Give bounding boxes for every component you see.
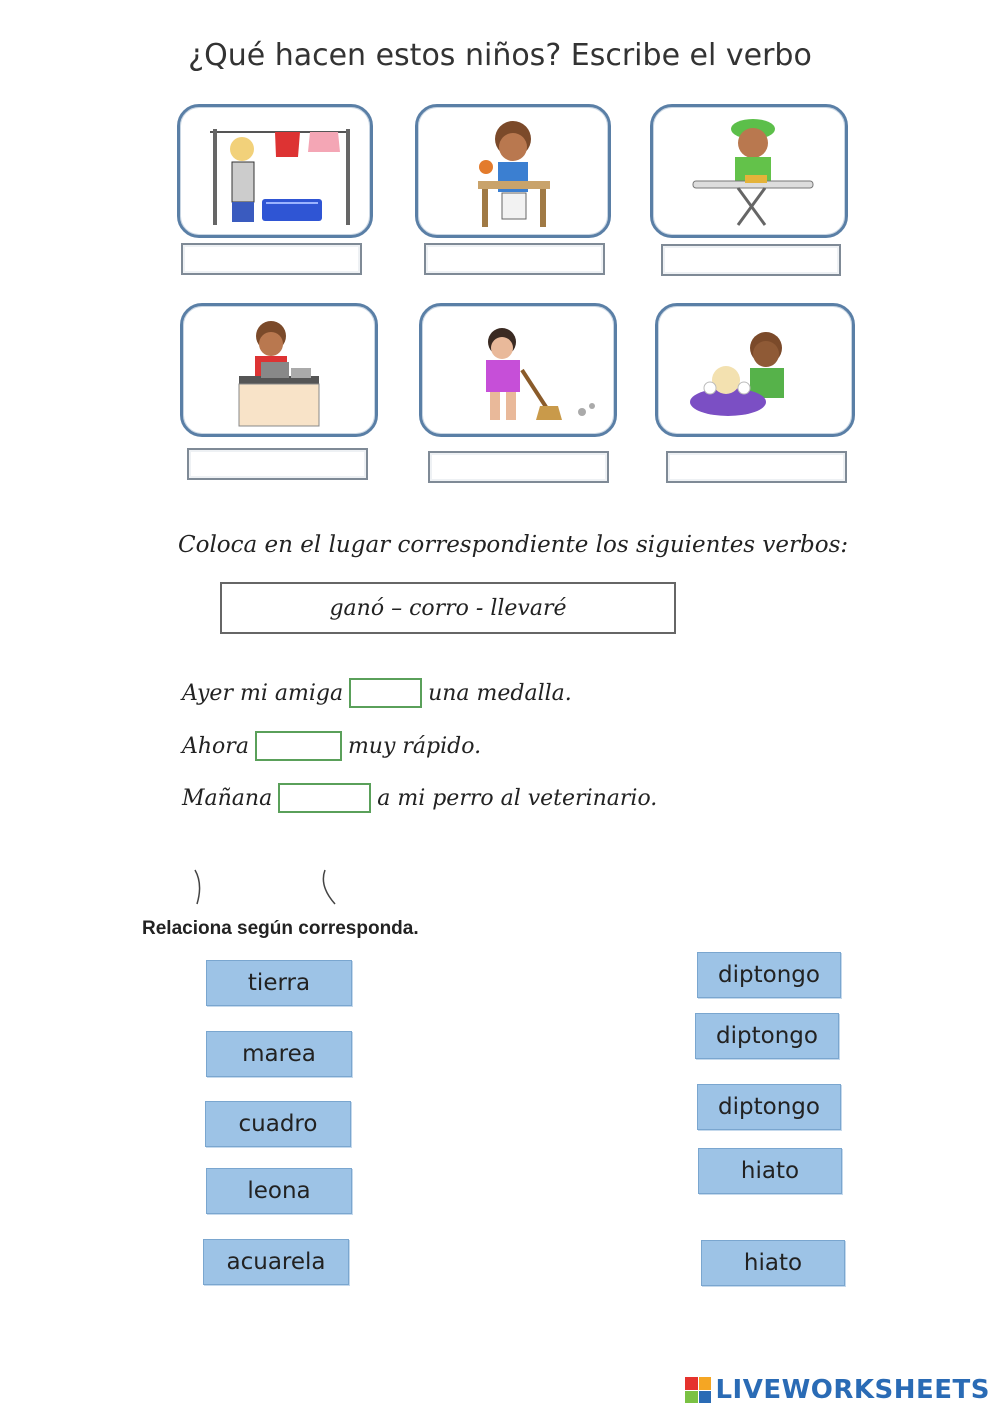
answer-box-4[interactable] bbox=[187, 448, 368, 480]
answer-box-1[interactable] bbox=[181, 243, 362, 275]
page-title: ¿Qué hacen estos niños? Escribe el verbo bbox=[188, 38, 812, 73]
sentence-3-after: a mi perro al veterinario. bbox=[377, 785, 658, 811]
left-word-1[interactable]: tierra bbox=[206, 960, 352, 1006]
sentence-1-before: Ayer mi amiga bbox=[182, 680, 344, 706]
sentence-2-after: muy rápido. bbox=[347, 733, 482, 759]
answer-box-2[interactable] bbox=[424, 243, 605, 275]
section2-title: Coloca en el lugar correspondiente los siguientes verbos: bbox=[178, 532, 849, 558]
left-word-5[interactable]: acuarela bbox=[203, 1239, 349, 1285]
sentence-3-before: Mañana bbox=[182, 785, 273, 811]
answer-box-6[interactable] bbox=[666, 451, 847, 483]
right-word-5[interactable]: hiato bbox=[701, 1240, 845, 1286]
answer-box-3[interactable] bbox=[661, 244, 841, 276]
section3-title: Relaciona según corresponda. bbox=[142, 918, 419, 939]
liveworksheets-brand[interactable] bbox=[685, 1375, 990, 1405]
sentence-2-before: Ahora bbox=[182, 733, 249, 759]
sweeping-girl-icon bbox=[422, 306, 614, 434]
left-word-4[interactable]: leona bbox=[206, 1168, 352, 1214]
right-word-4[interactable]: hiato bbox=[698, 1148, 842, 1194]
stray-pencil-marks bbox=[185, 864, 345, 912]
left-word-3[interactable]: cuadro bbox=[205, 1101, 351, 1147]
liveworksheets-logo-icon bbox=[685, 1377, 711, 1403]
picture-card-cooking-boy bbox=[180, 303, 378, 437]
answer-box-5[interactable] bbox=[428, 451, 609, 483]
sentence-1-blank[interactable] bbox=[349, 678, 422, 708]
picture-card-washing-dog bbox=[655, 303, 855, 437]
washing-dog-icon bbox=[658, 306, 852, 434]
right-word-2[interactable]: diptongo bbox=[695, 1013, 839, 1059]
crying-girl-icon bbox=[418, 107, 608, 235]
sentence-1-after: una medalla. bbox=[428, 680, 572, 706]
left-word-2[interactable]: marea bbox=[206, 1031, 352, 1077]
hanging-laundry-icon bbox=[180, 107, 370, 235]
sentence-2-blank[interactable] bbox=[255, 731, 342, 761]
picture-card-sweeping-girl bbox=[419, 303, 617, 437]
sentence-2 bbox=[182, 729, 481, 763]
brand-name: LIVEWORKSHEETS bbox=[715, 1375, 990, 1405]
picture-card-hanging-laundry bbox=[177, 104, 373, 238]
verb-bank: ganó – corro - llevaré bbox=[220, 582, 676, 634]
cooking-boy-icon bbox=[183, 306, 375, 434]
picture-card-ironing-boy bbox=[650, 104, 848, 238]
sentence-3 bbox=[182, 781, 657, 815]
right-word-1[interactable]: diptongo bbox=[697, 952, 841, 998]
picture-card-crying-girl bbox=[415, 104, 611, 238]
sentence-1 bbox=[182, 676, 572, 710]
sentence-3-blank[interactable] bbox=[278, 783, 371, 813]
ironing-boy-icon bbox=[653, 107, 845, 235]
right-word-3[interactable]: diptongo bbox=[697, 1084, 841, 1130]
